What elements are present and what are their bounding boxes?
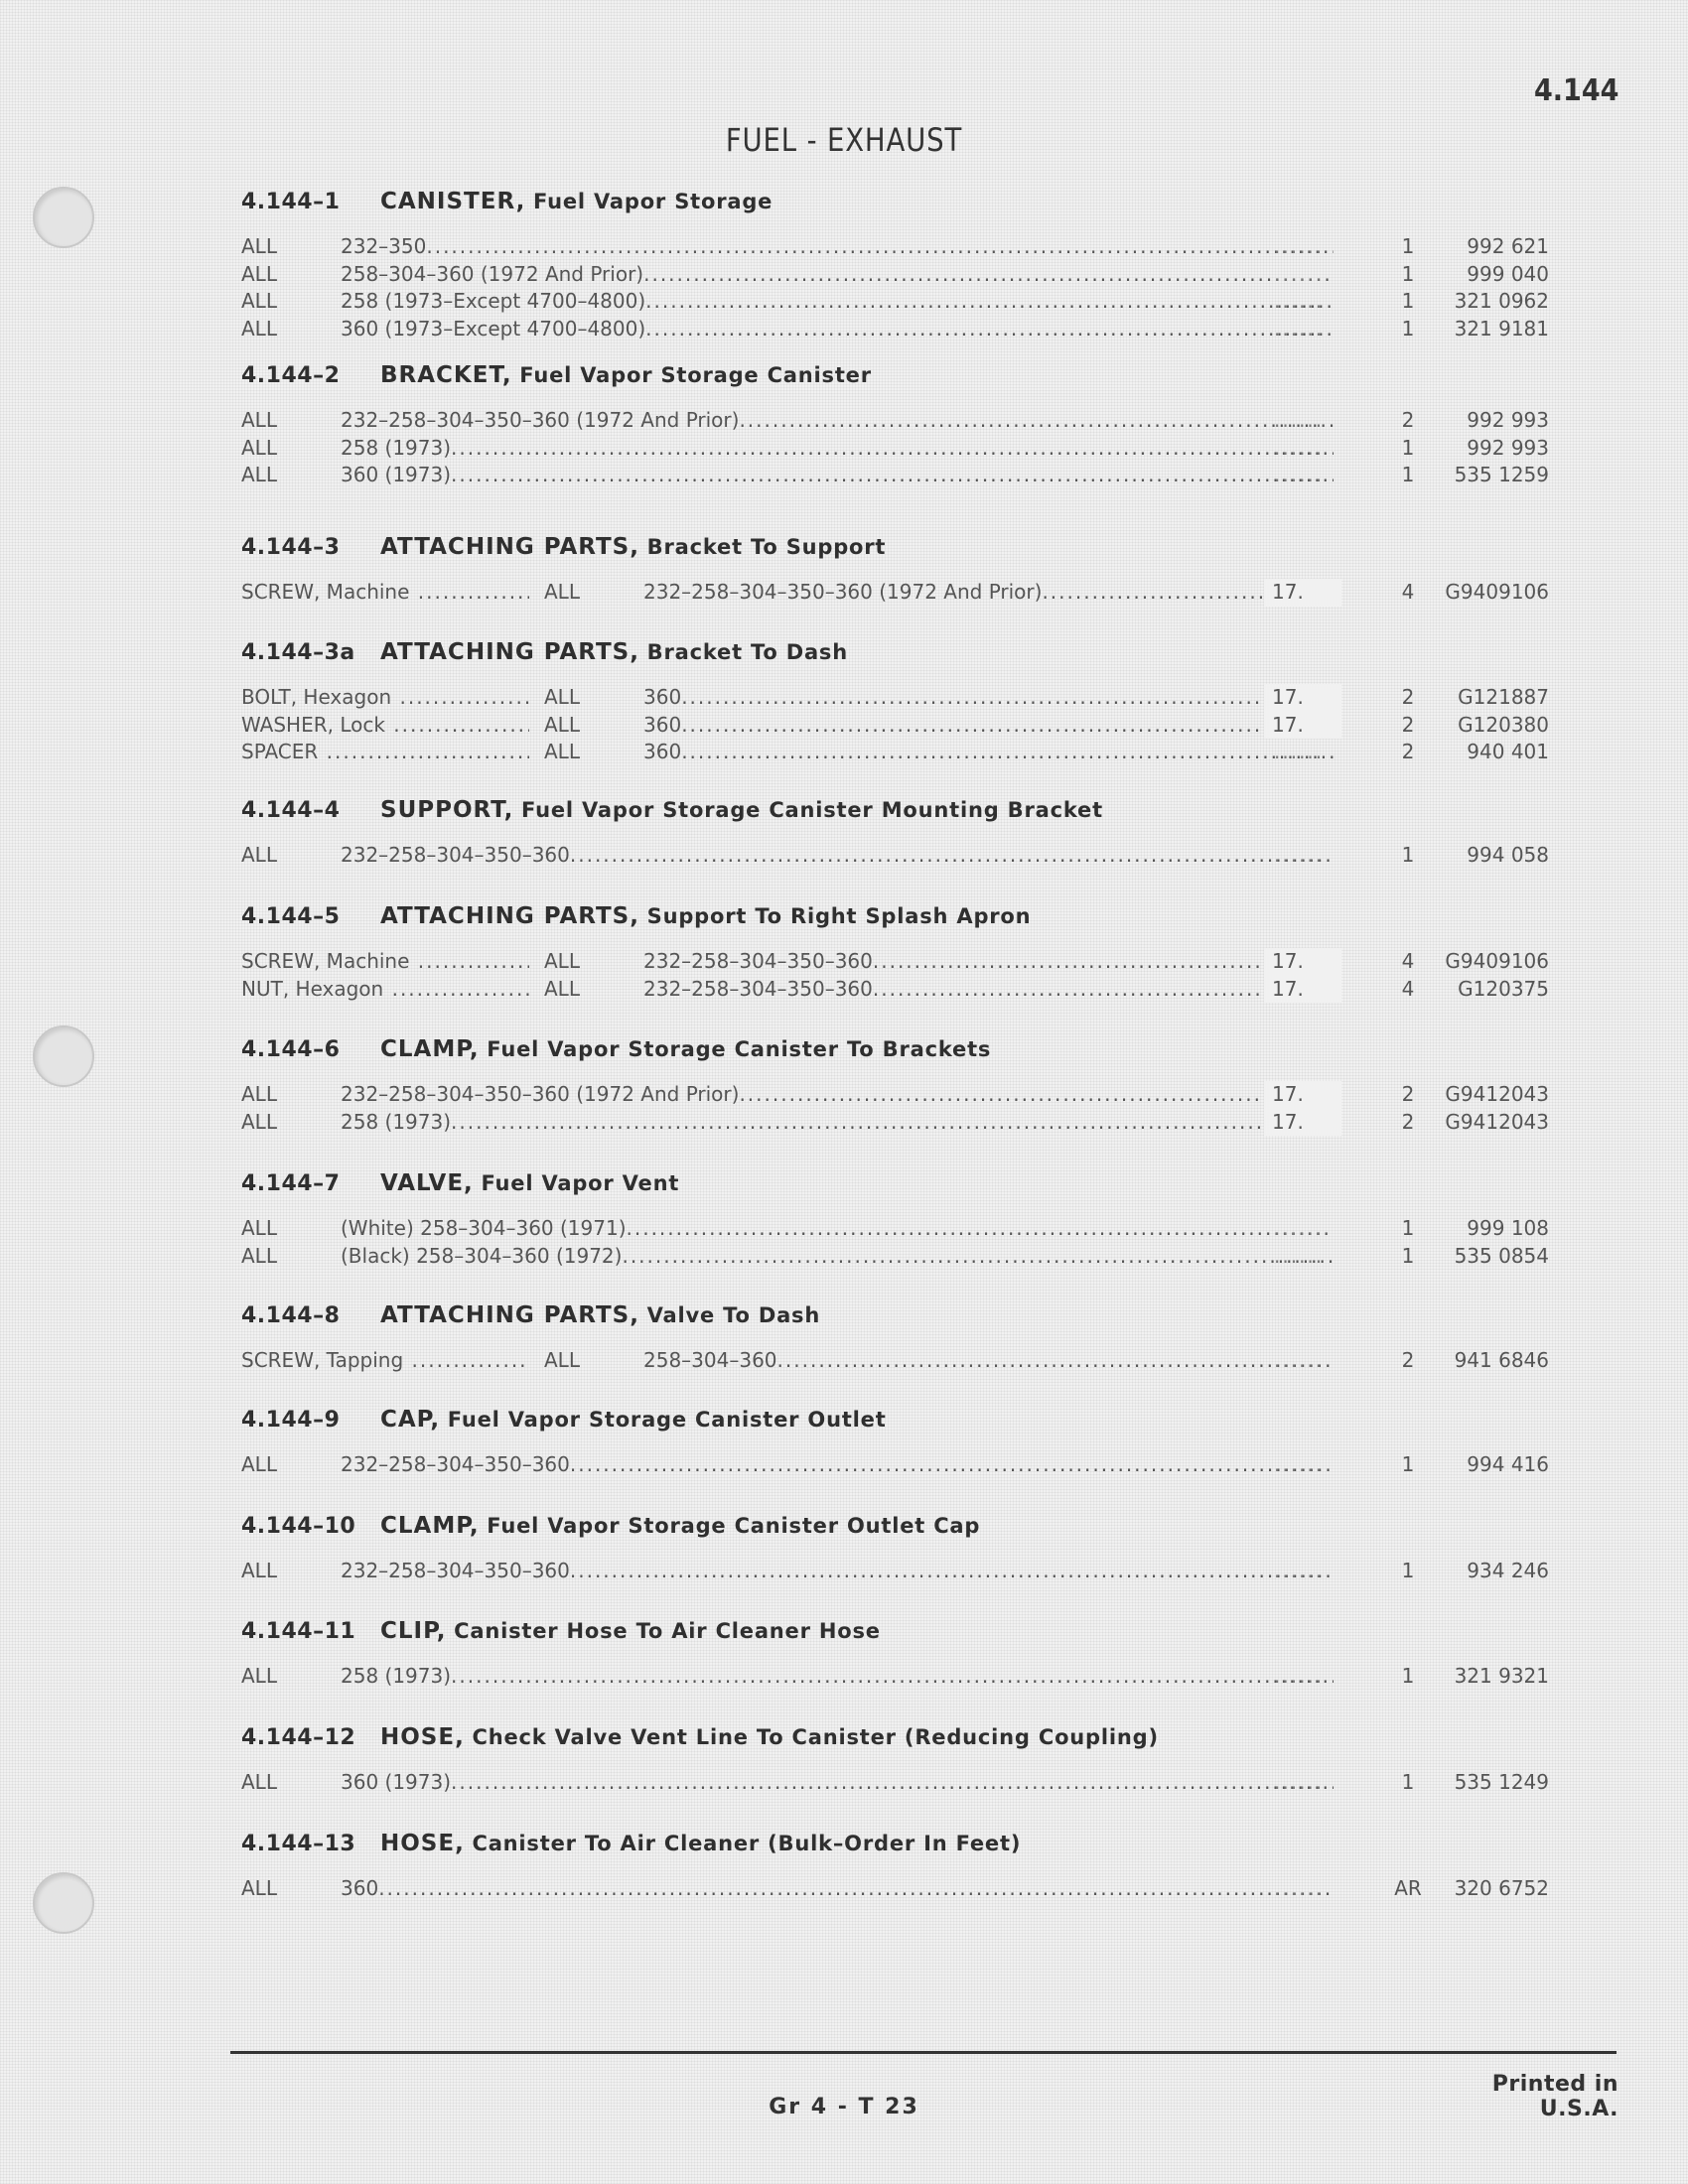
section-rows bbox=[241, 1875, 1552, 1903]
quantity: 2 bbox=[1401, 1082, 1415, 1106]
section-description: Check Valve Vent Line To Canister (Reducing Coupling) bbox=[472, 1725, 1159, 1749]
section-rows bbox=[241, 684, 1552, 766]
group-placeholder-dots: ...... bbox=[1274, 740, 1325, 763]
part-row bbox=[241, 1875, 1552, 1903]
part-number: G9412043 bbox=[1445, 1082, 1549, 1106]
model-application: 360 (1973) ..... bbox=[341, 462, 1334, 489]
section-rows bbox=[241, 579, 1552, 607]
page-title: FUEL - EXHAUST bbox=[725, 121, 963, 159]
group-placeholder-dots: ...... bbox=[1274, 1559, 1325, 1582]
group-placeholder-dots: ...... bbox=[1274, 1876, 1325, 1900]
part-row bbox=[241, 684, 1552, 712]
model-application: 258–304–360 ..... bbox=[643, 1347, 1334, 1375]
section-rows bbox=[241, 233, 1552, 342]
part-row bbox=[241, 1081, 1552, 1109]
section-description: Fuel Vapor Storage Canister Outlet bbox=[447, 1408, 887, 1432]
quantity: 1 bbox=[1401, 316, 1415, 341]
part-row bbox=[241, 739, 1552, 766]
catalog-section bbox=[241, 1400, 1552, 1479]
section-rows bbox=[241, 407, 1552, 489]
part-number: 994 416 bbox=[1467, 1452, 1549, 1476]
section-header bbox=[241, 1717, 1552, 1757]
quantity: 1 bbox=[1401, 1664, 1415, 1688]
group-placeholder-dots: ...... bbox=[1274, 316, 1325, 341]
part-number: 934 246 bbox=[1467, 1559, 1549, 1582]
page-number: 4.144 bbox=[1534, 73, 1619, 108]
section-part-name: ATTACHING PARTS, bbox=[380, 1302, 639, 1328]
model-application: 258 (1973–Except 4700–4800) ..... bbox=[341, 288, 1334, 316]
group-placeholder-dots: ...... bbox=[1274, 1770, 1325, 1794]
model-application: 258–304–360 (1972 And Prior) ..... bbox=[341, 261, 1334, 289]
catalog-section bbox=[241, 632, 1552, 766]
applicability: ALL bbox=[241, 1770, 277, 1794]
section-rows bbox=[241, 1081, 1552, 1136]
part-row bbox=[241, 842, 1552, 870]
section-number: 4.144–4 bbox=[241, 798, 341, 823]
catalog-section bbox=[241, 1611, 1552, 1691]
applicability: ALL bbox=[241, 261, 277, 286]
part-row bbox=[241, 1451, 1552, 1479]
section-number: 4.144–12 bbox=[241, 1725, 356, 1750]
model-application: 232–258–304–350–360 (1972 And Prior) ..... bbox=[341, 1081, 1334, 1109]
section-part-name: ATTACHING PARTS, bbox=[380, 534, 639, 560]
section-part-name: CLIP, bbox=[380, 1618, 447, 1644]
applicability: ALL bbox=[241, 408, 277, 432]
model-application: 360 (1973–Except 4700–4800) ..... bbox=[341, 316, 1334, 343]
applicability: ALL bbox=[241, 1216, 277, 1240]
group-number: 17. bbox=[1264, 579, 1341, 607]
catalog-section bbox=[241, 1717, 1552, 1797]
quantity: 2 bbox=[1401, 685, 1415, 709]
part-description: BOLT, Hexagon ..... bbox=[241, 684, 529, 712]
applicability: ALL bbox=[241, 463, 277, 486]
model-application: 232–350 ..... bbox=[341, 233, 1334, 261]
section-header bbox=[241, 355, 1552, 395]
catalog-section bbox=[241, 1029, 1552, 1136]
applicability: ALL bbox=[241, 1452, 277, 1476]
section-description: Fuel Vapor Storage bbox=[533, 190, 774, 213]
part-row bbox=[241, 1109, 1552, 1137]
section-rows bbox=[241, 1769, 1552, 1797]
section-number: 4.144–10 bbox=[241, 1514, 356, 1539]
section-number: 4.144–11 bbox=[241, 1619, 356, 1644]
part-row bbox=[241, 1243, 1552, 1271]
group-placeholder-dots: ...... bbox=[1274, 408, 1325, 432]
applicability: ALL bbox=[241, 1082, 277, 1106]
part-number: G120375 bbox=[1458, 976, 1549, 1001]
quantity: AR bbox=[1394, 1876, 1422, 1900]
quantity: 2 bbox=[1401, 740, 1415, 763]
part-row bbox=[241, 288, 1552, 316]
applicability: ALL bbox=[544, 712, 580, 737]
catalog-section bbox=[241, 1506, 1552, 1585]
section-number: 4.144–2 bbox=[241, 363, 341, 388]
part-number: 992 993 bbox=[1467, 408, 1549, 432]
catalog-section bbox=[241, 1163, 1552, 1270]
section-part-name: SUPPORT, bbox=[380, 797, 514, 823]
model-application: 258 (1973) ..... bbox=[341, 435, 1334, 463]
part-number: 992 993 bbox=[1467, 435, 1549, 460]
section-number: 4.144–13 bbox=[241, 1832, 356, 1856]
catalog-section bbox=[241, 182, 1552, 342]
catalog-section bbox=[241, 355, 1552, 489]
quantity: 1 bbox=[1401, 234, 1415, 258]
part-number: 535 1249 bbox=[1454, 1770, 1549, 1794]
section-part-name: ATTACHING PARTS, bbox=[380, 639, 639, 665]
section-header bbox=[241, 632, 1552, 672]
applicability: ALL bbox=[241, 1109, 277, 1134]
group-placeholder-dots: ...... bbox=[1274, 463, 1325, 486]
section-rows bbox=[241, 1347, 1552, 1375]
catalog-section bbox=[241, 790, 1552, 870]
applicability: ALL bbox=[241, 1243, 277, 1268]
part-row bbox=[241, 976, 1552, 1004]
part-row bbox=[241, 579, 1552, 607]
footer-rule bbox=[230, 2051, 1617, 2054]
quantity: 1 bbox=[1401, 261, 1415, 286]
group-number: 17. bbox=[1264, 712, 1341, 740]
section-rows bbox=[241, 948, 1552, 1003]
part-row bbox=[241, 261, 1552, 289]
part-number: G9412043 bbox=[1445, 1109, 1549, 1134]
applicability: ALL bbox=[241, 289, 277, 313]
quantity: 2 bbox=[1401, 712, 1415, 737]
model-application: 360 ..... bbox=[341, 1875, 1334, 1903]
part-number: 535 0854 bbox=[1454, 1243, 1549, 1268]
group-placeholder-dots: ...... bbox=[1274, 843, 1325, 867]
section-header bbox=[241, 1296, 1552, 1335]
quantity: 4 bbox=[1401, 976, 1415, 1001]
section-number: 4.144–3 bbox=[241, 535, 341, 560]
part-row bbox=[241, 948, 1552, 976]
part-number: 321 9321 bbox=[1454, 1664, 1549, 1688]
group-number: 17. bbox=[1264, 976, 1341, 1004]
section-number: 4.144–8 bbox=[241, 1303, 341, 1328]
group-placeholder-dots: ...... bbox=[1274, 261, 1325, 286]
section-header bbox=[241, 527, 1552, 567]
section-header bbox=[241, 182, 1552, 221]
section-part-name: BRACKET, bbox=[380, 362, 512, 388]
part-number: G120380 bbox=[1458, 712, 1549, 737]
model-application: 360 ..... bbox=[643, 739, 1334, 766]
section-description: Bracket To Dash bbox=[646, 640, 848, 664]
applicability: ALL bbox=[241, 843, 277, 867]
section-part-name: VALVE, bbox=[380, 1170, 474, 1196]
printed-in-usa: Printed in U.S.A. bbox=[1491, 2072, 1618, 2121]
binder-hole-bottom bbox=[33, 1872, 94, 1934]
group-number: 17. bbox=[1264, 684, 1341, 712]
quantity: 1 bbox=[1401, 843, 1415, 867]
section-part-name: ATTACHING PARTS, bbox=[380, 903, 639, 929]
part-number: G121887 bbox=[1458, 685, 1549, 709]
quantity: 1 bbox=[1401, 289, 1415, 313]
model-application: 258 (1973) ..... bbox=[341, 1109, 1334, 1137]
section-header bbox=[241, 1824, 1552, 1863]
catalog-section bbox=[241, 896, 1552, 1003]
part-number: G9409106 bbox=[1445, 580, 1549, 604]
catalog-section bbox=[241, 1824, 1552, 1903]
section-rows bbox=[241, 1451, 1552, 1479]
part-number: 535 1259 bbox=[1454, 463, 1549, 486]
quantity: 4 bbox=[1401, 580, 1415, 604]
section-description: Valve To Dash bbox=[646, 1303, 821, 1327]
section-description: Fuel Vapor Storage Canister bbox=[519, 363, 872, 387]
section-number: 4.144–7 bbox=[241, 1171, 341, 1196]
section-description: Fuel Vapor Storage Canister Mounting Bracket bbox=[521, 798, 1103, 822]
part-number: 994 058 bbox=[1467, 843, 1549, 867]
part-row bbox=[241, 435, 1552, 463]
model-application: 232–258–304–350–360 ..... bbox=[643, 976, 1334, 1004]
part-description: SCREW, Machine ..... bbox=[241, 579, 529, 607]
section-header bbox=[241, 1611, 1552, 1651]
group-placeholder-dots: ...... bbox=[1274, 435, 1325, 460]
group-placeholder-dots: ...... bbox=[1274, 1664, 1325, 1688]
part-description: SCREW, Machine ..... bbox=[241, 948, 529, 976]
section-rows bbox=[241, 1215, 1552, 1270]
section-rows bbox=[241, 1558, 1552, 1585]
section-part-name: HOSE, bbox=[380, 1831, 465, 1856]
model-application: (White) 258–304–360 (1971) ..... bbox=[341, 1215, 1334, 1243]
applicability: ALL bbox=[544, 949, 580, 973]
part-row bbox=[241, 1558, 1552, 1585]
part-description: SPACER ..... bbox=[241, 739, 529, 766]
group-placeholder-dots: ...... bbox=[1274, 234, 1325, 258]
quantity: 1 bbox=[1401, 463, 1415, 486]
group-number: 17. bbox=[1264, 948, 1341, 976]
part-number: G9409106 bbox=[1445, 949, 1549, 973]
part-row bbox=[241, 233, 1552, 261]
part-row bbox=[241, 1215, 1552, 1243]
binder-hole-middle bbox=[33, 1025, 94, 1087]
applicability: ALL bbox=[241, 1559, 277, 1582]
model-application: 232–258–304–350–360 ..... bbox=[341, 1558, 1334, 1585]
part-row bbox=[241, 1769, 1552, 1797]
applicability: ALL bbox=[544, 976, 580, 1001]
applicability: ALL bbox=[241, 1664, 277, 1688]
section-header bbox=[241, 896, 1552, 936]
section-description: Bracket To Support bbox=[646, 535, 887, 559]
model-application: 360 (1973) ..... bbox=[341, 1769, 1334, 1797]
group-placeholder-dots: ...... bbox=[1274, 1452, 1325, 1476]
part-description: NUT, Hexagon ..... bbox=[241, 976, 529, 1004]
quantity: 4 bbox=[1401, 949, 1415, 973]
catalog-section bbox=[241, 1296, 1552, 1375]
catalog-section bbox=[241, 527, 1552, 607]
group-placeholder-dots: ...... bbox=[1274, 289, 1325, 313]
section-part-name: CAP, bbox=[380, 1407, 441, 1433]
part-row bbox=[241, 316, 1552, 343]
quantity: 2 bbox=[1401, 408, 1415, 432]
part-number: 999 040 bbox=[1467, 261, 1549, 286]
section-description: Fuel Vapor Storage Canister Outlet Cap bbox=[487, 1514, 981, 1538]
part-number: 321 0962 bbox=[1454, 289, 1549, 313]
part-row bbox=[241, 407, 1552, 435]
part-number: 320 6752 bbox=[1454, 1876, 1549, 1900]
model-application: 232–258–304–350–360 (1972 And Prior) ..... bbox=[341, 407, 1334, 435]
section-description: Fuel Vapor Storage Canister To Brackets bbox=[487, 1037, 992, 1061]
part-number: 941 6846 bbox=[1454, 1348, 1549, 1372]
section-description: Canister To Air Cleaner (Bulk–Order In Feet) bbox=[472, 1832, 1022, 1855]
part-description: WASHER, Lock ..... bbox=[241, 712, 529, 740]
part-row bbox=[241, 1347, 1552, 1375]
quantity: 1 bbox=[1401, 1243, 1415, 1268]
applicability: ALL bbox=[241, 234, 277, 258]
group-placeholder-dots: ...... bbox=[1274, 1348, 1325, 1372]
binder-hole-top bbox=[33, 187, 94, 248]
model-application: 232–258–304–350–360 ..... bbox=[643, 948, 1334, 976]
applicability: ALL bbox=[544, 685, 580, 709]
part-number: 999 108 bbox=[1467, 1216, 1549, 1240]
quantity: 2 bbox=[1401, 1348, 1415, 1372]
applicability: ALL bbox=[544, 740, 580, 763]
section-number: 4.144–9 bbox=[241, 1408, 341, 1433]
quantity: 1 bbox=[1401, 1559, 1415, 1582]
applicability: ALL bbox=[241, 316, 277, 341]
group-number: 17. bbox=[1264, 1081, 1341, 1109]
footer-code: Gr 4 - T 23 bbox=[769, 2095, 919, 2119]
quantity: 1 bbox=[1401, 1452, 1415, 1476]
model-application: 360 ..... bbox=[643, 684, 1334, 712]
part-row bbox=[241, 1663, 1552, 1691]
section-description: Support To Right Splash Apron bbox=[646, 904, 1032, 928]
quantity: 2 bbox=[1401, 1109, 1415, 1134]
quantity: 1 bbox=[1401, 435, 1415, 460]
section-description: Canister Hose To Air Cleaner Hose bbox=[454, 1619, 881, 1643]
part-number: 992 621 bbox=[1467, 234, 1549, 258]
section-part-name: HOSE, bbox=[380, 1724, 465, 1750]
model-application: (Black) 258–304–360 (1972) ..... bbox=[341, 1243, 1334, 1271]
applicability: ALL bbox=[241, 1876, 277, 1900]
part-number: 321 9181 bbox=[1454, 316, 1549, 341]
section-header bbox=[241, 1506, 1552, 1546]
applicability: ALL bbox=[241, 435, 277, 460]
model-application: 360 ..... bbox=[643, 712, 1334, 740]
applicability: ALL bbox=[544, 580, 580, 604]
applicability: ALL bbox=[544, 1348, 580, 1372]
group-placeholder-dots: ...... bbox=[1274, 1243, 1325, 1268]
model-application: 232–258–304–350–360 (1972 And Prior) ..... bbox=[643, 579, 1334, 607]
quantity: 1 bbox=[1401, 1770, 1415, 1794]
model-application: 232–258–304–350–360 ..... bbox=[341, 842, 1334, 870]
section-rows bbox=[241, 842, 1552, 870]
section-number: 4.144–3a bbox=[241, 640, 355, 665]
group-number: 17. bbox=[1264, 1109, 1341, 1137]
part-description: SCREW, Tapping ..... bbox=[241, 1347, 529, 1375]
quantity: 1 bbox=[1401, 1216, 1415, 1240]
section-header bbox=[241, 1029, 1552, 1069]
model-application: 232–258–304–350–360 ..... bbox=[341, 1451, 1334, 1479]
part-number: 940 401 bbox=[1467, 740, 1549, 763]
section-header bbox=[241, 1400, 1552, 1439]
section-part-name: CLAMP, bbox=[380, 1036, 480, 1062]
group-placeholder-dots: ...... bbox=[1274, 1216, 1325, 1240]
part-row bbox=[241, 462, 1552, 489]
section-header bbox=[241, 790, 1552, 830]
part-row bbox=[241, 712, 1552, 740]
section-part-name: CLAMP, bbox=[380, 1513, 480, 1539]
section-part-name: CANISTER, bbox=[380, 189, 526, 214]
section-header bbox=[241, 1163, 1552, 1203]
section-number: 4.144–6 bbox=[241, 1037, 341, 1062]
section-number: 4.144–1 bbox=[241, 190, 341, 214]
section-number: 4.144–5 bbox=[241, 904, 341, 929]
section-rows bbox=[241, 1663, 1552, 1691]
section-description: Fuel Vapor Vent bbox=[481, 1171, 680, 1195]
model-application: 258 (1973) ..... bbox=[341, 1663, 1334, 1691]
